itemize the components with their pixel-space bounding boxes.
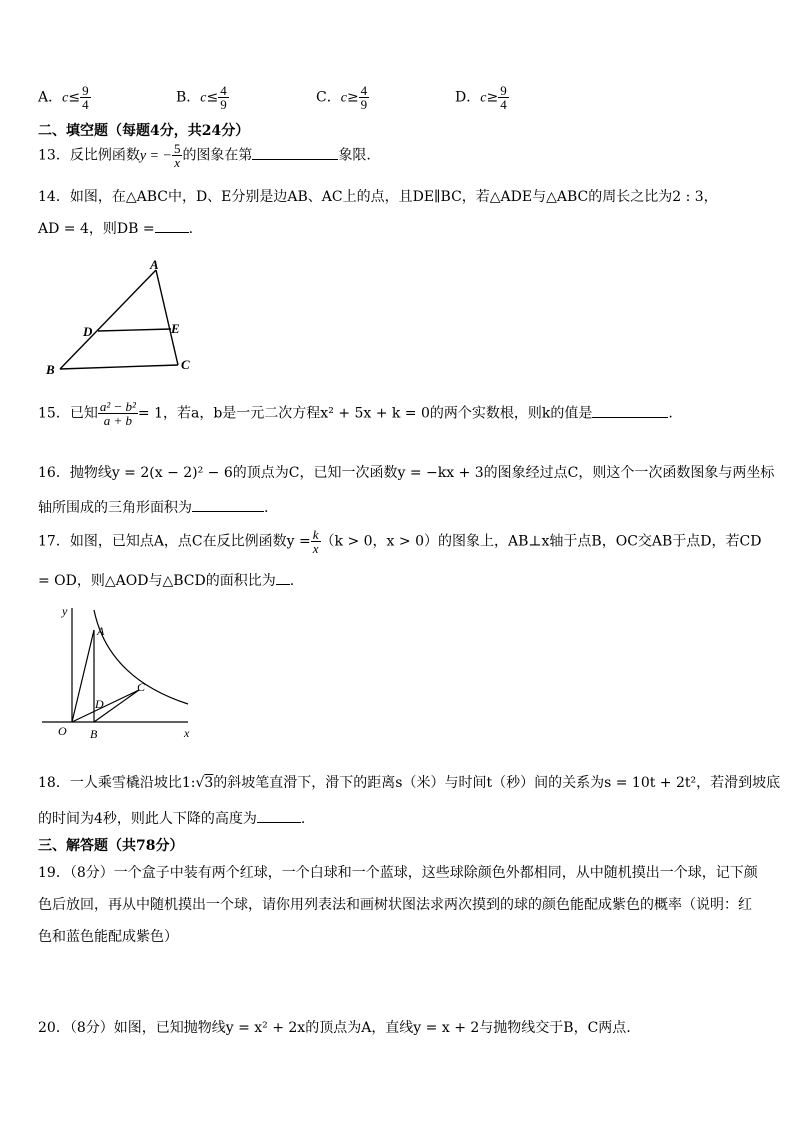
label-b: B (90, 727, 98, 741)
label-b: B (46, 362, 55, 377)
side-bc (60, 365, 178, 369)
label-c: C (181, 357, 190, 372)
segment-de (98, 329, 171, 331)
option-d: D．c≥ $\frac{9}{4}$ (455, 83, 507, 112)
question-16-line2: 轴所围成的三角形面积为 . (38, 500, 269, 516)
label-a: A (150, 257, 159, 272)
question-15: 15．已知 $\frac{\text{a² − b²}}{a + b}$ = 1，若a，b是一元二次方程x² + 5x + k = 0的两个实数根，则k的值是 . (38, 399, 673, 428)
question-17-line2: = OD，则△AOD与△BCD的面积比为 . (38, 573, 295, 589)
option-b: B．c≤ $\frac{4}{9}$ (176, 83, 227, 112)
question-14-line2: AD = 4，则DB = . (38, 221, 194, 237)
hyperbola-figure (38, 600, 198, 745)
answer-blank[interactable] (192, 499, 264, 512)
label-d: D (83, 324, 93, 339)
label-d: D (95, 697, 104, 711)
section3-heading: 三、解答题（共78分） (38, 838, 184, 854)
triangle-figure (38, 252, 208, 382)
question-13: 13．反比例函数y = − $\frac{5}{x}$ 的图象在第 象限. (38, 141, 371, 170)
label-o: O (58, 724, 67, 738)
answer-blank[interactable] (252, 147, 338, 160)
label-e: E (171, 321, 180, 336)
option-a: A．c≤ $\frac{9}{4}$ (38, 83, 89, 112)
side-ac (156, 270, 178, 365)
question-16-line1: 16．抛物线y = 2(x − 2)² − 6的顶点为C，已知一次函数y = −kx + 3的图象经过点C，则这个一次函数图象与两坐标 (38, 465, 775, 481)
question-19-line2: 色后放回，再从中随机摸出一个球，请你用列表法和画树状图法求两次摸到的球的颜色能配成紫色的概率（说明：红 (38, 897, 752, 913)
section2-heading: 二、填空题（每题4分，共24分） (38, 123, 250, 139)
label-x: x (184, 726, 190, 740)
answer-blank[interactable] (257, 810, 301, 823)
answer-blank[interactable] (276, 572, 290, 585)
question-18-line2: 的时间为4秒，则此人下降的高度为 . (38, 811, 306, 827)
label-a: A (97, 624, 105, 638)
side-ab (60, 270, 156, 369)
question-20: 20．（8分）如图，已知抛物线y = x² + 2x的顶点为A，直线y = x + 2与抛物线交于B，C两点. (38, 1020, 631, 1036)
question-14-line1: 14．如图，在△ABC中，D、E分别是边AB、AC上的点，且DE∥BC，若△ADE与△ABC的周长之比为2 : 3， (38, 189, 718, 205)
label-c: C (137, 680, 146, 694)
question-19-line1: 19．（8分）一个盒子中装有两个红球，一个白球和一个蓝球，这些球除颜色外都相同，从中随机摸出一个球，记下颜 (38, 865, 758, 881)
label-y: y (62, 604, 68, 618)
segment-oc (72, 690, 139, 722)
question-17-line1: 17．如图，已知点A，点C在反比例函数y = $\frac{k}{x}$ （k > 0，x > 0）的图象上，AB⊥x轴于点B，OC交AB于点D，若CD (38, 527, 762, 556)
question-19-line3: 色和蓝色能配成紫色） (38, 929, 178, 945)
answer-blank[interactable] (592, 405, 668, 418)
option-c: C．c≥ $\frac{4}{9}$ (316, 83, 368, 112)
question-18-line1: 18．一人乘雪橇沿坡比1:√3的斜坡笔直滑下，滑下的距离s（米）与时间t（秒）间的关系为s = 10t + 2t²，若滑到坡底 (38, 775, 781, 791)
answer-blank[interactable] (155, 220, 189, 233)
segment-oa (72, 630, 94, 722)
